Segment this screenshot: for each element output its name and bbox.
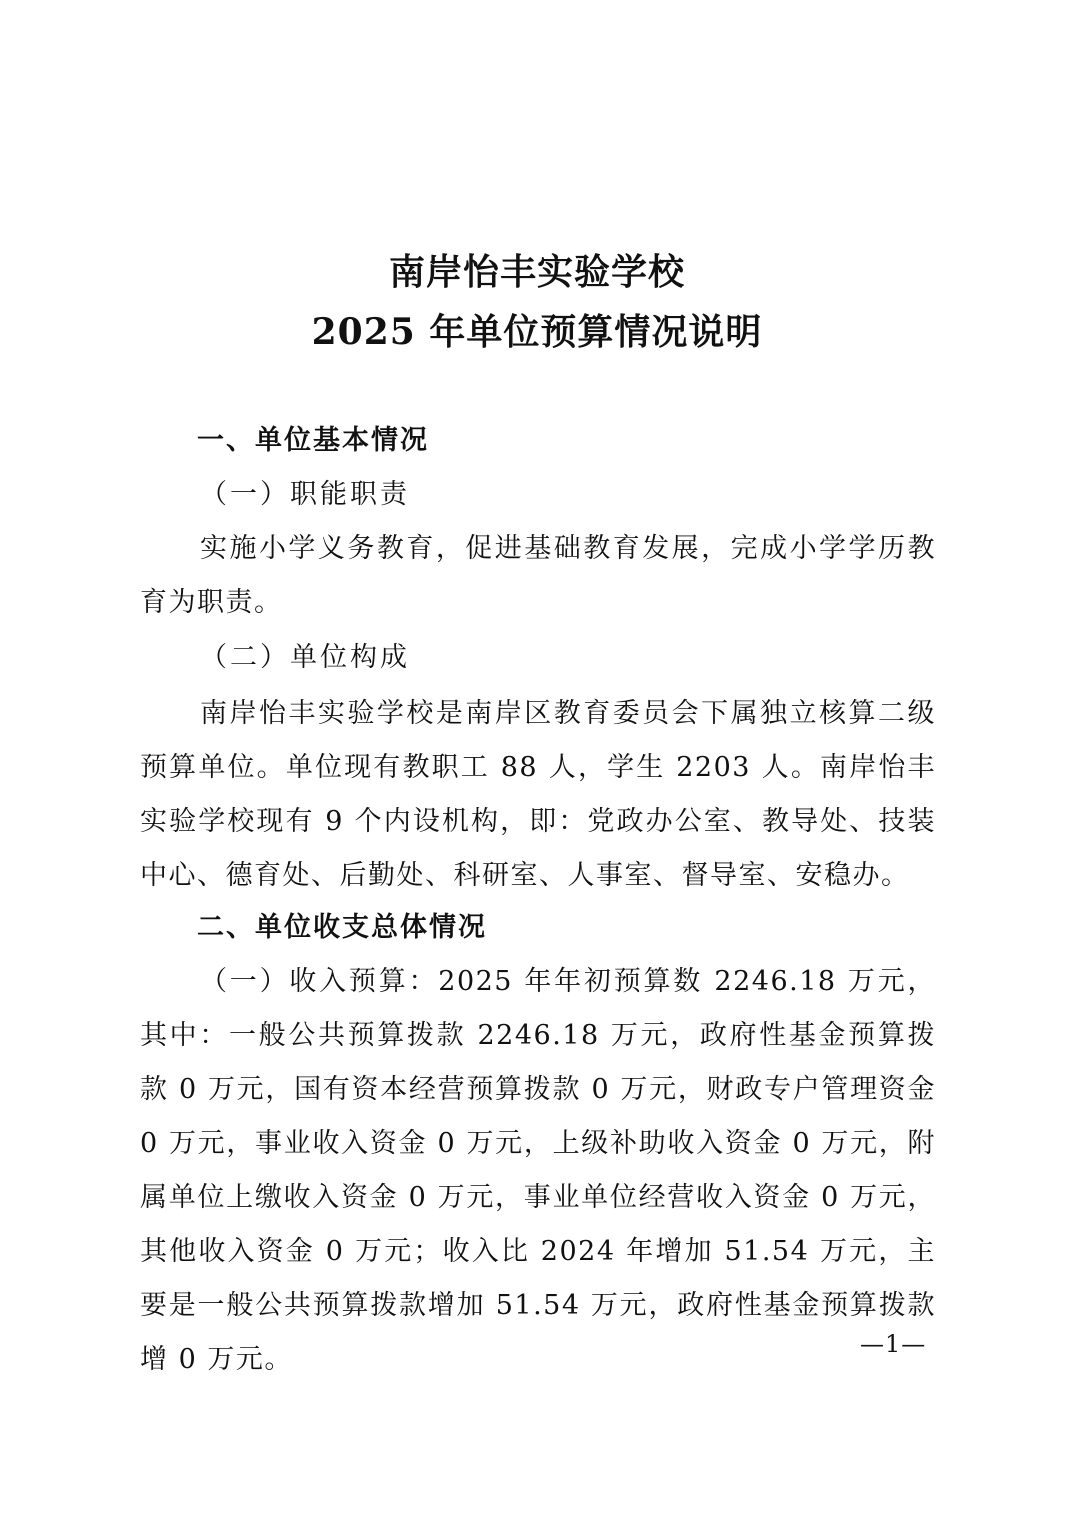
page-number: —1—	[860, 1330, 927, 1358]
section1-sub2-heading: （二）单位构成	[200, 642, 410, 673]
document-title-line1: 南岸怡丰实验学校	[388, 251, 685, 293]
section1-sub2-paragraph: 南岸怡丰实验学校是南岸区教育委员会下属独立核算二级预算单位。单位现有教职工 88 人，学生 2203 人。南岸怡丰实验学校现有 9 个内设机构，即：党政办公室、教导处、技装中心、德育处、后勤处、科研室、人事室、督导室、安稳办。	[140, 698, 936, 891]
section2-heading: 二、单位收支总体情况	[197, 912, 487, 943]
section1-sub1-paragraph: 实施小学义务教育，促进基础教育发展，完成小学学历教育为职责。	[140, 533, 936, 618]
document-title-line2: 2025 年单位预算情况说明	[311, 311, 763, 353]
section1-sub1-heading: （一）职能职责	[200, 479, 410, 510]
section2-income-paragraph: （一）收入预算：2025 年年初预算数 2246.18 万元，其中：一般公共预算拨款 2246.18 万元，政府性基金预算拨款 0 万元，国有资本经营预算拨款 0 万元，财政专户管理资金 0 万元，事业收入资金 0 万元，上级补助收入资金 0 万元，附属单位上缴收入资金 0 万元，事业单位经营收入资金 0 万元，其他收入资金 0 万元；收入比 2024 年增加 51.54 万元，主要是一般公共预算拨款增加 51.54 万元，政府性基金预算拨款增 0 万元。	[140, 966, 936, 1375]
section1-heading: 一、单位基本情况	[197, 425, 429, 456]
